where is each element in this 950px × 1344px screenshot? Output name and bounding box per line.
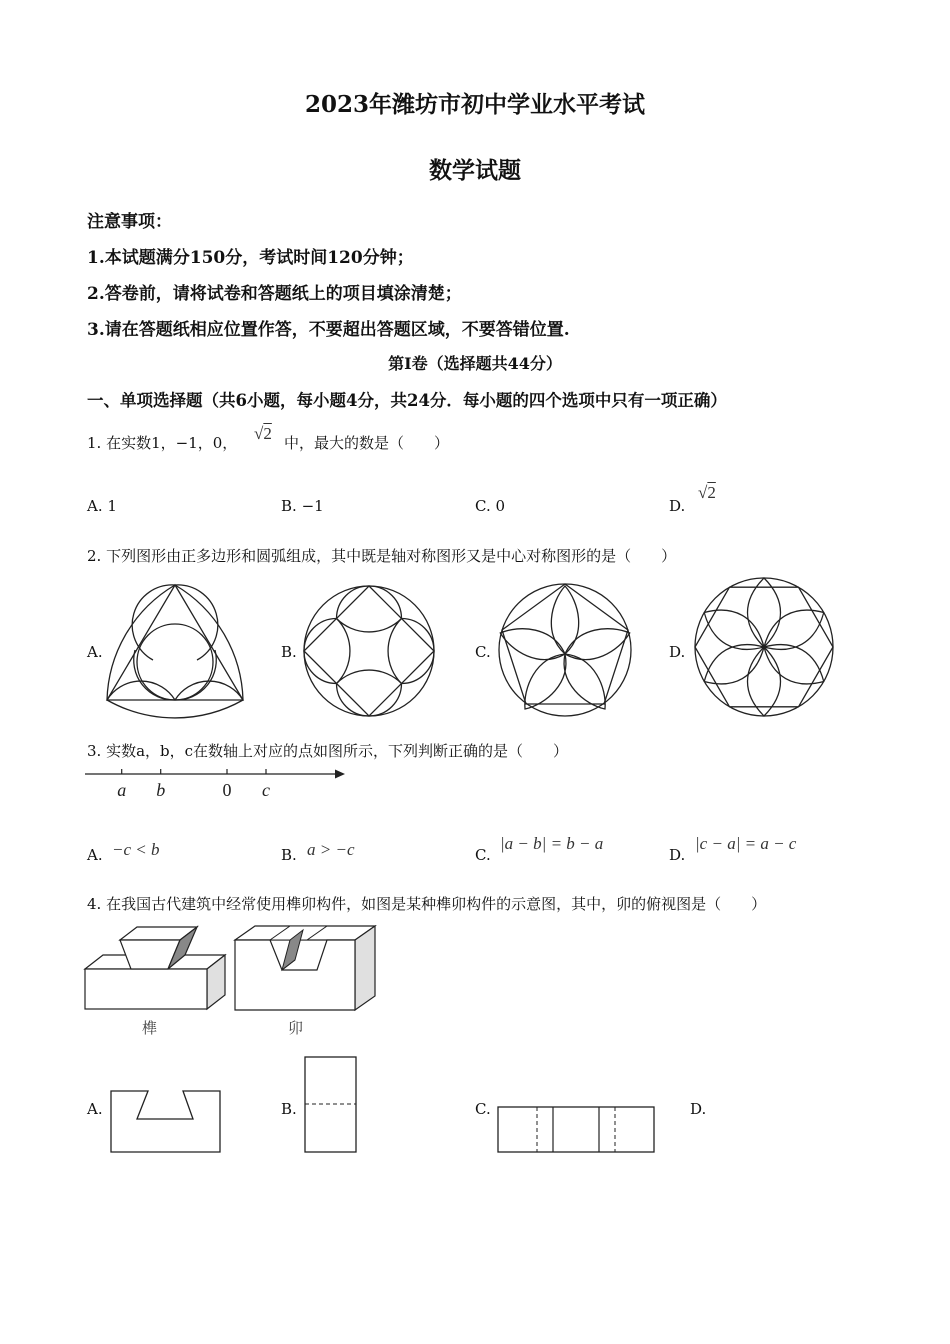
- option-label: B.: [281, 643, 297, 661]
- part-title: 第I卷（选择题共44分）: [388, 354, 562, 373]
- q3-option-c-expr: |a − b| = b − a: [500, 834, 604, 853]
- q3-option-a-expr: −c < b: [112, 840, 160, 859]
- option-text: 0: [495, 497, 506, 515]
- q4-figure-b: [304, 1056, 358, 1154]
- q2-figure-b: [302, 584, 436, 718]
- option-label: B.: [281, 846, 297, 864]
- note-item-2: 2.答卷前，请将试卷和答题纸上的项目填涂清楚；: [87, 284, 462, 304]
- q3-option-b-expr: a > −c: [307, 840, 355, 859]
- q1-option-d[interactable]: [669, 497, 685, 515]
- q2-figure-a: [105, 580, 245, 720]
- q1-option-c[interactable]: [475, 497, 505, 515]
- q3-option-d-expr: |c − a| = a − c: [695, 834, 797, 853]
- q4-option-b[interactable]: [281, 1100, 297, 1118]
- q2-option-b[interactable]: [281, 643, 297, 661]
- q1-sqrt2-radicand: 2: [263, 424, 272, 443]
- exam-subtitle: 数学试题: [429, 157, 521, 184]
- q3-stem: 3. 实数a，b，c在数轴上对应的点如图所示，下列判断正确的是（ ）: [87, 742, 569, 760]
- option-label: A.: [87, 497, 103, 515]
- q1-option-b[interactable]: [281, 497, 324, 515]
- option-text: −1: [301, 497, 324, 515]
- option-label: A.: [87, 643, 103, 661]
- q4-figure-c: [497, 1106, 656, 1154]
- number-line-label-a: a: [117, 780, 127, 800]
- note-item-3: 3.请在答题纸相应位置作答，不要超出答题区域，不要答错位置.: [87, 320, 570, 340]
- option-text: 1: [107, 497, 117, 515]
- exam-title: 2023年潍坊市初中学业水平考试: [304, 91, 645, 118]
- mortise-figure: [235, 922, 377, 1014]
- option-label: B.: [281, 1100, 297, 1118]
- q2-option-d[interactable]: [669, 643, 685, 661]
- q1-option-d-radicand: 2: [707, 483, 716, 502]
- q2-option-c[interactable]: [475, 643, 491, 661]
- q2-option-a[interactable]: [87, 643, 103, 661]
- option-label: C.: [475, 497, 491, 515]
- number-line: [85, 762, 355, 807]
- q1-stem-start: 1. 在实数1，−1，0，: [87, 434, 238, 452]
- q4-option-c[interactable]: [475, 1100, 491, 1118]
- q2-stem: 2. 下列图形由正多边形和圆弧组成，其中既是轴对称图形又是中心对称图形的是（ ）: [87, 547, 677, 565]
- tenon-label: 榫: [142, 1019, 158, 1037]
- q3-option-d[interactable]: [669, 846, 685, 864]
- q3-option-b[interactable]: [281, 846, 297, 864]
- q3-option-a[interactable]: [87, 846, 103, 864]
- option-label: B.: [281, 497, 297, 515]
- option-label: D.: [669, 846, 686, 864]
- option-label: A.: [87, 1100, 103, 1118]
- q1-sqrt2: √2: [254, 424, 272, 443]
- q3-option-c[interactable]: [475, 846, 491, 864]
- option-label: C.: [475, 1100, 491, 1118]
- q2-figure-d: [694, 577, 834, 717]
- option-label: D.: [669, 497, 686, 515]
- section-title: 一、单项选择题（共6小题，每小题4分，共24分．每小题的四个选项中只有一项正确）: [87, 391, 727, 410]
- q1-stem-end: 中，最大的数是（ ）: [284, 434, 450, 452]
- option-label: D.: [690, 1100, 707, 1118]
- q1-option-a[interactable]: [87, 497, 117, 515]
- notes-heading: 注意事项：: [87, 212, 172, 232]
- number-line-label-c: c: [262, 780, 270, 800]
- tenon-figure: [85, 925, 235, 1015]
- number-line-label-zero: 0: [222, 780, 232, 800]
- note-item-1: 1.本试题满分150分，考试时间120分钟；: [87, 248, 414, 268]
- q1-option-d-sqrt2: √2: [698, 483, 716, 502]
- option-label: C.: [475, 846, 491, 864]
- q2-figure-c: [497, 582, 633, 718]
- mortise-label: 卯: [288, 1019, 304, 1037]
- q4-stem: 4. 在我国古代建筑中经常使用榫卯构件，如图是某种榫卯构件的示意图，其中，卯的俯视图是（ ）: [87, 895, 767, 913]
- number-line-label-b: b: [156, 780, 166, 800]
- q4-option-d[interactable]: [690, 1100, 706, 1118]
- q4-figure-a: [110, 1090, 222, 1154]
- option-label: C.: [475, 643, 491, 661]
- option-label: A.: [87, 846, 103, 864]
- option-label: D.: [669, 643, 686, 661]
- q4-option-a[interactable]: [87, 1100, 103, 1118]
